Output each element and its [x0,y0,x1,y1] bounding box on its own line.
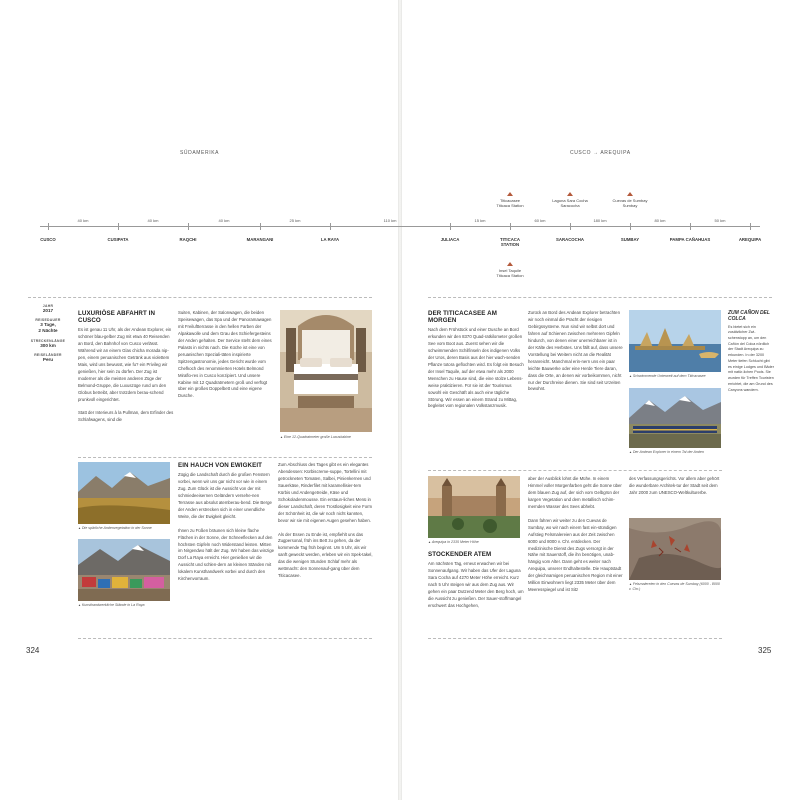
caption-explorer: ▲ Der Andean Explorer in einem Tal der Anden [629,450,721,455]
timeline-tick [510,223,511,230]
timeline-tick [570,223,571,230]
timeline-line [40,226,760,227]
route-timeline [40,180,760,290]
timeline-tick [750,223,751,230]
timeline-tick [260,223,261,230]
timeline-station-label: CUSCO [40,237,56,242]
page-number-left: 324 [26,646,40,655]
timeline-station-label: RAQCHI [179,237,197,242]
timeline-tick [330,223,331,230]
section-titicaca-text1: Nach dem Frühstück und einer Dusche an Bord erkunden wir den 8370 Quad-ratkilometer großen See vom Boot aus. Zuerst sehen wir die schwimmenden Schilfinseln des indigenen Volks der Uros, deren Basis aus der hier wach-senden Pflanze totora geflochten wird. Es folgt ein Besuch der Insel Taquile, auf der etwa mehr als 2000 Menschen zu Hause sind, die eine stolze Lebens-weise praktizieren. Für sie ist der Tourismus sowohl ein Geschäft als auch eine tägliche Störung. Wir essen an einem Strand zu Mittag, begleitet vom regionalen Volkstanzmusik. [428,327,524,409]
mountain-icon [507,192,513,196]
timeline-tick [118,223,119,230]
info-year: 2017 [42,308,54,313]
andes-vegetation-photo [78,462,170,524]
timeline-station-label: LA RAYA [320,237,340,242]
region-label-right: CUSCO → AREQUIPA [570,150,631,156]
timeline-distance-label: 15 km [474,218,486,223]
info-year-label: JAHR [42,304,54,308]
island-icon [507,262,513,266]
info-country: Peru [42,356,54,362]
timeline-stop-below-label: Insel Taquile Titicaca Station [496,268,524,278]
info-distance: 300 km [40,342,56,348]
timeline-station-label: CUSIPATA [107,237,129,242]
timeline-tick [690,223,691,230]
section-ewigkeit-col1 [178,462,274,583]
caption-rock: ▲ Felsmalereien in den Cuevas de Sumbay (6000 - 8000 v. Chr.) [629,582,721,592]
section-cusco-col1 [78,310,174,424]
timeline-distance-label: 50 km [714,218,726,223]
sidebar-title: ZUM CAÑON DEL COLCA [728,310,770,323]
section-cusco-text2: Suiten, Kabinen, der Salonwagen, die beiden Speisewagen, das Spa und der Panoramawagen mit Freiluftterrasse in den hellen Farben der Alpakawolle und dem Grau des Schiefergesteins der Anden gehalten. Der Service steht dem eines Palasts in nichts nach. Die Küche ist eine von peruanischen Speziali-täten inspirierte Spitzengastronomie, jedes Gericht wurde vom Chefkoch des renommierten Hotels Belmond Miraflo-res in Cusco konzipiert. Und unsere Kabine mit 12 Quadratmetern groß und verfügt über ein großes Doppelbett und eine eigene Dusche. [178,310,272,399]
section-cusco-title: LUXURIÖSE ABFAHRT IN CUSCO [78,310,156,324]
timeline-distance-label: 25 km [289,218,301,223]
section-atem-title: STOCKENDER ATEM [428,551,492,558]
sidebar-colca [728,310,774,393]
rock-paintings-photo [629,518,721,580]
section-atem-col3 [629,476,725,497]
timeline-station-label: MARANGANI [246,237,274,242]
section-atem-text1: Am nächsten Tag, erneut erwachen wir bei Sonnenaufgang. Wir haben das Ufer der Laguna Sara Cocha auf 4270 Meter Höhe erreicht. Kurz nach 5 Uhr steigen wir aus dem Zug aus. Wir gehen ein paar Dutzend Meter den Berg hoch, um die Aussicht zu genießen. Der Sauer-stoffmangel erschwert das Hochgehen, [428,561,524,608]
sidebar-text: Es bietet sich ein zusätzlicher Zwi-schenstopp an, um den Cañón del Colca nördlich der Stadt Arequipa zu erkunden. In der 3200 Meter tiefen Schlucht gibt es einige Lodges und Bäder mit natür-lichen Pools. Sie wurden für Treffen Touristen errichtet, die am Grund des Canyons wandern. [728,324,774,392]
timeline-station-label: SARACOCHA [556,237,584,242]
rule-top-right [428,297,772,298]
rule-bottom-right [428,638,722,639]
section-titicaca-col2 [528,310,624,393]
page-number-right: 325 [758,646,772,655]
section-ewigkeit-text2: Zum Abschluss des Tages gibt es ein elegantes Abendessen: Kürbiscreme-suppe, Tortellini mit getrockneten Tomaten, Salbei, Pinienkernen und Sauerkäse, Rinderfilet mit karamellisier-tem Kürbis und Andengetreide, Käse und Schokoladenmousse. Ein erstaun-liches Menü in dieser Landschaft, deren Trostlosigkeit eine Form der Schönheit ist, die wir noch nicht kannten, bevor wir sie mit eigenen Augen gesehen haben. Als der Essen zu Ende ist, empfiehlt uns das Zugpersonal, früh ins Bett zu gehen, da der kommende Tag früh beginnt. Um 5 Uhr, als wir sanft geweckt werden, erleben wir ein Spek-takel, das die wenigen Stunden Schlaf mehr als wettmacht: den Sonnenauf-gang über dem Titicacasee. [278,462,373,579]
caption-arequipa: ▲ Arequipa in 2335 Meter Höhe [428,540,520,545]
timeline-distance-label: 40 km [77,218,89,223]
timeline-station-label: TITICACA STATION [499,237,521,248]
section-atem-col2 [528,476,624,594]
caption-stalls: ▲ Kunsthandwerkliche Stände in La Raya [78,603,170,608]
timeline-station-label: SUMBAY [620,237,640,242]
rule-top-left [28,297,372,298]
book-spine [398,0,402,800]
timeline-distance-label: 110 km [383,218,397,223]
reed-islands-photo [629,310,721,372]
timeline-stop-label: Titicacasee Titicaca Station [496,198,524,208]
timeline-tick [450,223,451,230]
timeline-stop-label: Laguna Sara Cocha Saracocha [552,198,588,208]
timeline-distance-label: 40 km [218,218,230,223]
section-titicaca-text2: Zurück an Bord des Andean Explorer betrachten wir noch einmal die Pracht der riesigen Gebirgssysteme. Nun sind wir selbst dort und fahren auf Schienen zwischen mehreren Gipfeln hindurch, von denen einer unerreichbarer ist in der Kälte des Herbstes. Uns fällt auf, dass unsere Vorstellung bei Weitem nicht an die Realität heranreicht. Manchmal erin-nern uns ein paar leichte Bauwerke oder eine Herde Tiere daran, dass die Orte, an denen wir vorbeikommen, nicht nur der Durchreise dienen. Sie sind seit Urzeiten bewohnt. [528,310,623,392]
region-label-left: SÜDAMERIKA [180,150,220,156]
infobox [28,300,68,363]
mountain-icon [627,192,633,196]
timeline-distance-label: 60 km [534,218,546,223]
timeline-distance-label: 40 km [147,218,159,223]
cabin-photo [280,310,372,432]
section-ewigkeit-col2 [278,462,374,580]
info-duration: 3 Tage, 2 Nächte [38,322,58,334]
la-raya-stalls-photo [78,539,170,601]
info-distance-label: STRECKENLÄNGE [30,338,66,343]
section-titicaca-title: DER TITICACASEE AM MORGEN [428,310,497,324]
rule-bottom-left [78,638,372,639]
timeline-tick [188,223,189,230]
timeline-station-label: PAMPA CAÑAHUAS [669,237,711,242]
caption-andes: ▲ Die spärliche Andenvegetation in der Sonne [78,526,170,531]
info-duration-label: REISEDAUER [35,318,61,323]
section-atem-text3: des Verfassungsgerichts. Vor allem aber gehört die wunderbare Architek-tur der Stadt seit dem Jahr 2000 zum UNESCO-Weltkulturerbe. [629,476,720,495]
arequipa-photo [428,476,520,538]
rule-mid-left [78,457,372,458]
timeline-stop-label: Cuevas de Sumbay Sumbay [612,198,648,208]
info-country-label: REISELÄNDER [34,352,62,357]
timeline-station-label: JULIACA [440,237,460,242]
timeline-distance-label: 80 km [654,218,666,223]
section-atem-col1 [428,551,524,610]
andean-explorer-photo [629,388,721,448]
caption-cabin: ▲ Eine 12-Quadratmeter große Luxuskabine [280,435,372,440]
section-titicaca-col1 [428,310,524,410]
section-cusco-col2 [178,310,274,400]
caption-reeds: ▲ Schwimmende Unterwelt auf dem Titicacasee [629,374,721,379]
mountain-icon [567,192,573,196]
rule-mid-right [428,470,722,471]
timeline-station-label: AREQUIPA [738,237,762,242]
section-ewigkeit-title: EIN HAUCH VON EWIGKEIT [178,462,263,469]
timeline-tick [630,223,631,230]
section-ewigkeit-text1: Zügig die Landschaft durch die großen Fenstern vorbei, wenn wir uns gar nicht vor wie in einem Zug. Zum Glück ist die Aussicht von der mit schmiedeeisernen Geländern versehe-nen Terrasse aus absolut atemberau-bend. Die Berge der Anden erstrecken sich in einer unendliche Weite, die der Ewigkeit gleicht. Ihnen zu Füßen bräunen sich kleine flache Flächen in der Sonne, der Schneeflecken auf den höchsten Gipfeln noch Widerstand leisten. Mitten im Nirgendwo hält der Zug. Wir haben das winzige Dorf La Raya erreicht. Hier genießen wir die Aussicht und schlen-dern an kleinen Ständen mit lokalem Kunsthandwerk vorbei und durch den Kirchenvorraum. [178,472,275,582]
section-cusco-text1: Es ist genau 11 Uhr, als der Andean Explorer, ein schöner blau-gelber Zug mit etwa 40 Reisenden an Bord, den Bahnhof von Cusco verlässt. Während wir an einem Glas chicha morada nip-pen, einem peruanischen Getränk aus violettem Mais, wird uns bewusst, wie fu? ein Privileg wir genießen, hier sein zu dürfen. Der Zug ist moderner als die meisten anderen Züge der Belmond-Gruppe, die Luxuszüge rund um den Globus betreibt, aber trotzdem berau-schend prunkvoll eingerichtet. Statt der Interieurs à la Pullman, dem Erfinder des Schlafwagens, sind die [78,327,174,423]
timeline-tick [48,223,49,230]
section-atem-text2: aber der Ausblick lohnt die Mühe. In einem Himmel voller Morgenfarben geht die Sonne über dem blauen Zug auf, der sich vom Gelbgrün der kargen Vegetation und dem metallisch schim-mernden Wasser des Sees abhebt. Dann fahren wir weiter zu den Cuevas de Sumbay, wo wir nach einem fast ein-stündigen Aufstieg Felsmalereien aus der Zeit zwischen 6000 und 8000 v. Chr. entdecken. Der medizinische Dienst des Zugs versorgt in der Nähe mit Sauerstoff, die ihn benötigen, unab-hängig vom Alter. Dann geht es weiter nach Arequipa, unserer Endhaltestelle. Die Hauptstadt der gleichnamigen peruanischen Region mit einer Million Einwohnern liegt 2335 Meter über dem Meeresspiegel und ist Sitz [528,476,623,593]
timeline-distance-label: 180 km [593,218,607,223]
